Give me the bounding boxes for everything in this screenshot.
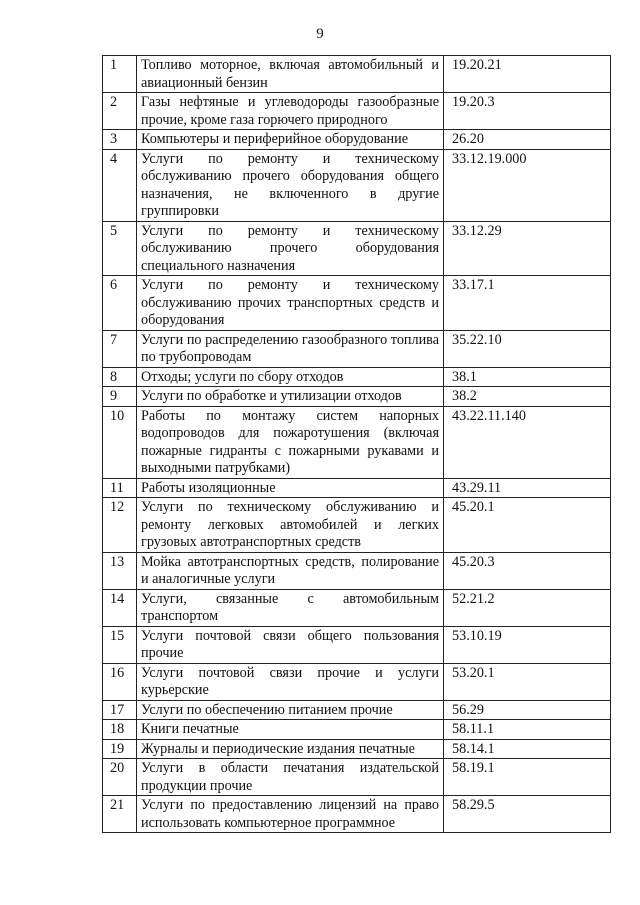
row-code-cell: 58.29.5	[444, 796, 611, 833]
table-row	[103, 406, 611, 478]
table-row	[103, 796, 611, 833]
table-row	[103, 759, 611, 796]
row-number-cell: 7	[103, 330, 137, 367]
row-number-cell: 2	[103, 93, 137, 130]
row-number-cell: 15	[103, 626, 137, 663]
row-code-cell: 26.20	[444, 130, 611, 150]
row-name-cell: Компьютеры и периферийное оборудование	[137, 130, 444, 150]
table-row	[103, 700, 611, 720]
table-row	[103, 478, 611, 498]
row-number-cell: 17	[103, 700, 137, 720]
row-name-cell: Услуги по ремонту и техническому обслуживанию прочего оборудования общего назначения, не включенного в другие группировки	[137, 149, 444, 221]
okpd-table	[102, 55, 611, 833]
table-row	[103, 93, 611, 130]
row-name-cell: Услуги по обработке и утилизации отходов	[137, 387, 444, 407]
table-row	[103, 330, 611, 367]
row-number-cell: 12	[103, 498, 137, 553]
table-row	[103, 739, 611, 759]
page-number: 9	[316, 26, 324, 42]
row-number-cell: 6	[103, 276, 137, 331]
row-code-cell: 43.29.11	[444, 478, 611, 498]
row-name-cell: Услуги по обеспечению питанием прочие	[137, 700, 444, 720]
row-name-cell: Услуги почтовой связи общего пользования прочие	[137, 626, 444, 663]
row-name-cell: Услуги в области печатания издательской продукции прочие	[137, 759, 444, 796]
row-number-cell: 21	[103, 796, 137, 833]
row-name-cell: Работы по монтажу систем напорных водопроводов для пожаротушения (включая пожарные гидранты с пожарными рукавами и выходными патрубками)	[137, 406, 444, 478]
row-name-cell: Услуги по предоставлению лицензий на право использовать компьютерное программное	[137, 796, 444, 833]
row-name-cell: Услуги почтовой связи прочие и услуги курьерские	[137, 663, 444, 700]
row-code-cell: 53.20.1	[444, 663, 611, 700]
row-number-cell: 8	[103, 367, 137, 387]
row-code-cell: 33.12.19.000	[444, 149, 611, 221]
row-code-cell: 33.12.29	[444, 221, 611, 276]
row-number-cell: 18	[103, 720, 137, 740]
table-row	[103, 149, 611, 221]
row-number-cell: 16	[103, 663, 137, 700]
table-row	[103, 626, 611, 663]
row-number-cell: 1	[103, 56, 137, 93]
table-row	[103, 387, 611, 407]
row-code-cell: 19.20.3	[444, 93, 611, 130]
row-number-cell: 5	[103, 221, 137, 276]
row-number-cell: 11	[103, 478, 137, 498]
row-name-cell: Журналы и периодические издания печатные	[137, 739, 444, 759]
row-number-cell: 19	[103, 739, 137, 759]
table-row	[103, 720, 611, 740]
table-row	[103, 130, 611, 150]
row-name-cell: Отходы; услуги по сбору отходов	[137, 367, 444, 387]
row-number-cell: 13	[103, 552, 137, 589]
table-row	[103, 276, 611, 331]
row-number-cell: 3	[103, 130, 137, 150]
table-row	[103, 367, 611, 387]
row-code-cell: 45.20.3	[444, 552, 611, 589]
row-number-cell: 9	[103, 387, 137, 407]
row-code-cell: 58.11.1	[444, 720, 611, 740]
row-name-cell: Топливо моторное, включая автомобильный и авиационный бензин	[137, 56, 444, 93]
row-code-cell: 35.22.10	[444, 330, 611, 367]
row-code-cell: 53.10.19	[444, 626, 611, 663]
row-code-cell: 52.21.2	[444, 589, 611, 626]
row-code-cell: 58.19.1	[444, 759, 611, 796]
table-row	[103, 221, 611, 276]
row-name-cell: Услуги по техническому обслуживанию и ремонту легковых автомобилей и легких грузовых автотранспортных средств	[137, 498, 444, 553]
row-code-cell: 56.29	[444, 700, 611, 720]
row-code-cell: 33.17.1	[444, 276, 611, 331]
row-name-cell: Услуги по ремонту и техническому обслуживанию прочего оборудования специального назначения	[137, 221, 444, 276]
table-row	[103, 56, 611, 93]
row-name-cell: Услуги по ремонту и техническому обслуживанию прочих транспортных средств и оборудования	[137, 276, 444, 331]
table-row	[103, 663, 611, 700]
row-number-cell: 4	[103, 149, 137, 221]
row-code-cell: 19.20.21	[444, 56, 611, 93]
table-row	[103, 498, 611, 553]
row-code-cell: 58.14.1	[444, 739, 611, 759]
row-code-cell: 45.20.1	[444, 498, 611, 553]
row-name-cell: Работы изоляционные	[137, 478, 444, 498]
table-row	[103, 589, 611, 626]
row-name-cell: Мойка автотранспортных средств, полирование и аналогичные услуги	[137, 552, 444, 589]
row-name-cell: Услуги, связанные с автомобильным транспортом	[137, 589, 444, 626]
row-name-cell: Книги печатные	[137, 720, 444, 740]
row-number-cell: 10	[103, 406, 137, 478]
table-row	[103, 552, 611, 589]
row-code-cell: 38.1	[444, 367, 611, 387]
row-name-cell: Услуги по распределению газообразного топлива по трубопроводам	[137, 330, 444, 367]
row-number-cell: 14	[103, 589, 137, 626]
row-code-cell: 38.2	[444, 387, 611, 407]
row-code-cell: 43.22.11.140	[444, 406, 611, 478]
row-number-cell: 20	[103, 759, 137, 796]
row-name-cell: Газы нефтяные и углеводороды газообразные прочие, кроме газа горючего природного	[137, 93, 444, 130]
